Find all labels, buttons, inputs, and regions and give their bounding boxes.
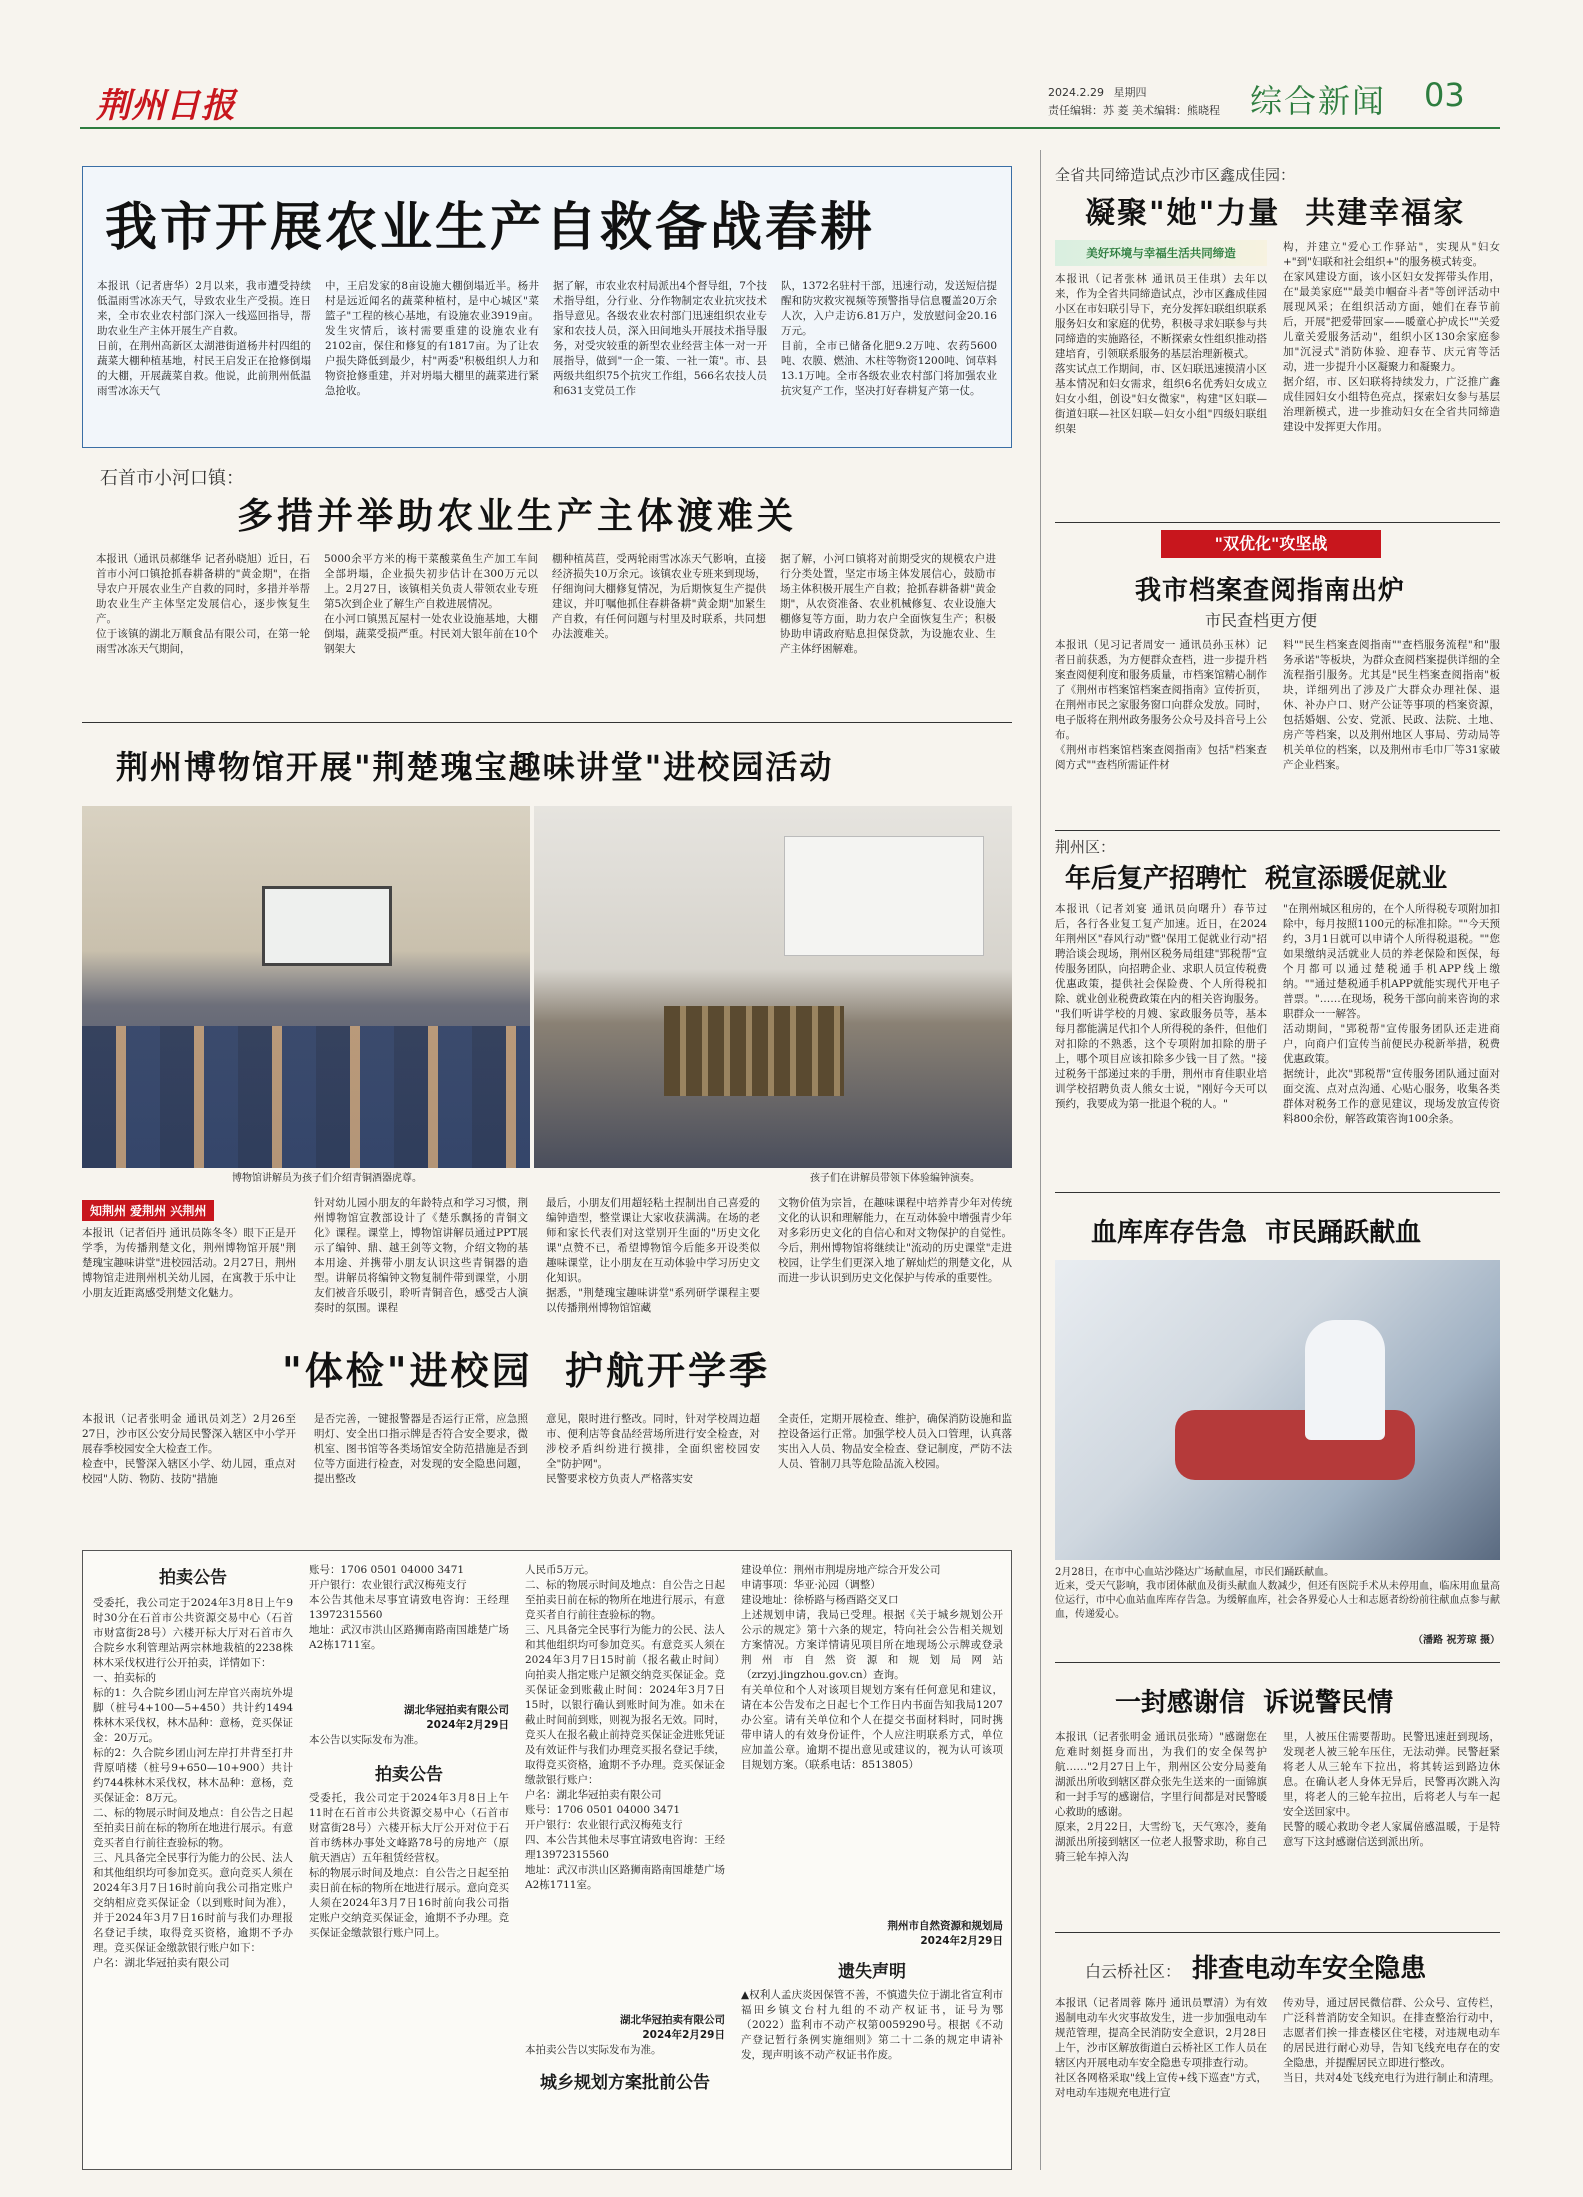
story-column-3: 最后，小朋友们用超轻粘土捏制出自己喜爱的编钟造型，整堂课让大家收获满满。在场的老师和家长代表们对这堂别开生面的"历史文化课"点赞不已，希望博物馆今后能多开设类似趣味课堂，让小朋友在互动体验中学习历史文化知识。 据悉，"荆楚瑰宝趣味讲堂"系列研学课程主要以传播荆州博物馆馆藏 [546, 1197, 760, 1314]
story-thank-letter [1055, 1668, 1500, 1928]
story-column-1: 本报讯（通讯员郝继华 记者孙晓旭）近日，石首市小河口镇抢抓春耕备耕的"黄金期"，在指导农户开展农业生产自救的同时，多措并举帮助农业生产主体坚定发展信心，逐步恢复生产。 位于该镇的湖北万顺食品有限公司，在第一轮雨雪冰冻天气期间， [96, 553, 310, 655]
story-column-2: 料""民生档案查阅指南""查档服务流程"和"服务承诺"等板块，为群众查阅档案提供详细的全流程指引服务。尤其是"民生档案查阅指南"板块，详细列出了涉及广大群众办理社保、退休、补办户口、财产公证等事项的档案资源，包括婚姻、公安、党派、民政、法院、土地、房产等档案，以及荆州地区人事局、劳动局等机关单位的档案，以及荆州市毛巾厂等31家破产企业档案。 [1283, 639, 1500, 771]
newspaper-logo: 荆州日报 [96, 86, 236, 126]
notice-col-2 [309, 1563, 509, 2163]
notice-text: ▲权利人孟庆炎因保管不善，不慎遗失位于湖北省宣利市福田乡镇文台村九组的不动产权证书，证号为鄂（2022）监利市不动产权第0059290号。根据《不动产登记暂行条例实施细则》第二十二条的规定申请补发，现声明该不动产权证书作废。 [741, 1989, 1003, 2061]
headline: 年后复产招聘忙 税宣添暖促就业 [1065, 864, 1448, 894]
story-column-4: 据了解，小河口镇将对前期受灾的规模农户进行分类处置，坚定市场主体发展信心，鼓励市场主体积极开展生产自救；抢抓春耕备耕"黄金期"，从农资准备、农业机械修复、农业设施大棚修复等方面，助力农户全面恢复生产；积极协助申请政府贴息担保贷款，为设施农业、生产主体纾困解难。 [780, 553, 996, 655]
story-column-4: 队，1372名驻村干部，迅速行动，发送短信提醒和防灾救灾视频等预警指导信息覆盖20万余人次，入户走访6.81万户，发放慰问金20.16万元。 目前，全市已储备化肥9.2万吨、农药5600吨、农膜、燃油、木柱等物资1200吨、饲草料13.1万吨。全市各级农业农村部门将加强农业抗灾复产工作，坚决打好春耕复产第一仗。 [781, 280, 997, 397]
story-archive-guide [1055, 530, 1500, 830]
photo-credit: （潘路 祝芳琼 摄） [1413, 1635, 1500, 1646]
notice-title: 拍卖公告 [159, 1568, 227, 1588]
headline: 荆州博物馆开展"荆楚瑰宝趣味讲堂"进校园活动 [116, 748, 834, 786]
divider [1055, 522, 1500, 523]
vertical-divider [1040, 150, 1041, 2170]
notice-signature: 湖北华冠拍卖有限公司 2024年2月29日 [404, 1704, 509, 1731]
story-xiaohekou [82, 460, 1012, 700]
projector-screen-shape [262, 886, 392, 966]
headline: 多措并举助农业生产主体渡难关 [237, 496, 798, 537]
story-column-2: 是否完善，一键报警器是否运行正常，应急照明灯、安全出口指示牌是否符合安全要求，微机室、图书馆等各类场馆安全防范措施是否到位等方面进行检查，对发现的安全隐患问题，提出整改 [314, 1413, 528, 1485]
headline: 血库库存告急 市民踊跃献血 [1091, 1218, 1422, 1248]
photo-caption: 2月28日，在市中心血站沙隆达广场献血屋，市民们踊跃献血。 近来，受天气影响，我市团体献血及街头献血人数减少，但还有医院手术从未停用血，临床用血量高位运行，市中心血站血库库存告急。为缓解血库，社会各界爱心人士和志愿者纷纷前往献血点参与献血，传递爱心。 [1055, 1567, 1500, 1620]
notice-col-4 [741, 1563, 1003, 2163]
divider [1055, 1192, 1500, 1193]
headline: 一封感谢信 诉说警民情 [1115, 1688, 1394, 1718]
headline-row [1085, 1948, 1426, 1985]
story-column-2: 传劝导，通过居民微信群、公众号、宣传栏，广泛科普消防安全知识。在排查整治行动中，志愿者们挨一排查楼区住宅楼，对违规电动车的居民进行耐心劝导，告知飞线充电存在的安全隐患，并提醒居民立即进行整改。 当日，共对4处飞线充电行为进行制止和清理。 [1283, 1997, 1500, 2084]
divider [1055, 830, 1500, 831]
story-column-3: 棚种植莴苣，受两轮雨雪冰冻天气影响，直接经济损失10万余元。该镇农业专班来到现场，仔细询问大棚修复情况，为后期恢复生产提供建议，并叮嘱他抓住春耕备耕"黄金期"加紧生产自救，有任何问题与村里及时联系，共同想办法渡难关。 [552, 553, 766, 640]
story-column-3: 据了解，市农业农村局派出4个督导组，7个技术指导组，分行业、分作物制定农业抗灾技术指导意见。各级农业农村部门迅速组织农业专家和农技人员，深入田间地头开展技术指导服务，对受灾较重的新型农业经营主体一对一开展指导，做到"一企一策、一社一策"。市、县两级共组织75个抗灾工作组，566名农技人员和631支党员工作 [553, 280, 767, 397]
section-name: 综合新闻 [1250, 82, 1387, 120]
editor-credits: 责任编辑：苏 菱 美术编辑：熊晓程 [1048, 104, 1220, 117]
headline: 我市档案查阅指南出炉 [1135, 576, 1406, 606]
notice-text: 建设单位：荆州市荆堤房地产综合开发公司 申请事项：华亚·沁园（调整） 建设地址：徐桥路与杨酉路交叉口 上述规划申请，我局已受理。根据《关于城乡规划公开公示的规定》第十六条的规定，特向社会公告相关规划方案情况。方案详情请见项目所在地现场公示牌或登录荆州市自然资源和规划局网站（zrzyj.jingzhou.gov.cn）查询。 有关单位和个人对该项目规划方案有任何意见和建议，请在本公告发布之日起七个工作日内书面告知我局1207办公室。请有关单位和个人在提交书面材料时，同时携带申请人的有效身份证件，个人应注明联系方式，单位应加盖公章。逾期不提出意见或建议的，视为认可该项目规划方案。（联系电话：8513805） [741, 1564, 1003, 1771]
headline: 凝聚"她"力量 共建幸福家 [1085, 196, 1466, 231]
issue-date [1048, 84, 1146, 100]
page-number: 03 [1424, 76, 1465, 114]
section-tag: 知荆州 爱荆州 兴荆州 [82, 1200, 214, 1221]
notice-signature: 湖北华冠拍卖有限公司 2024年2月29日 [620, 2014, 725, 2041]
notices-box [82, 1550, 1012, 2170]
story-column-1: 本报讯（记者张林 通讯员王佳琪）去年以来，作为全省共同缔造试点，沙市区鑫成佳园小区在市妇联引导下，充分发挥妇联组织联系服务妇女和家庭的优势，积极寻求妇联参与共同缔造的实施路径，不断探索女性组织推动搭建培育，引领联系服务的基层治理新模式。 落实试点工作期间，市、区妇联迅速摸清小区基本情况和妇女需求，组织6名优秀妇女成立妇女小组，创设"妇女微家"，构建"区妇联—街道妇联—社区妇联—妇女小组"四级妇联组织架 [1055, 273, 1267, 435]
headline: "体检"进校园 护航开学季 [282, 1349, 771, 1393]
kicker: 石首市小河口镇： [100, 468, 244, 489]
story-column-1: 本报讯（记者张明金 通讯员张琦）"感谢您在危难时刻挺身而出，为我们的安全保驾护航……"2月27日上午，荆州区公安分局菱角湖派出所收到辖区群众张先生送来的一面锦旗和一封手写的感谢信，字里行间都是对民警暖心救助的感谢。 原来，2月22日，大雪纷飞，天气寒冷，菱角湖派出所接到辖区一位老人报警求助，称自己骑三轮车掉入沟 [1055, 1731, 1267, 1863]
kicker: 全省共同缔造试点沙市区鑫成佳园： [1055, 166, 1296, 184]
photo-classroom [82, 806, 530, 1168]
notice-title: 城乡规划方案批前公告 [540, 2073, 710, 2093]
kicker: 荆州区： [1055, 838, 1116, 856]
divider [1055, 1932, 1500, 1933]
story-agri-selfhelp [82, 166, 1012, 448]
story-column-1: 本报讯（记者周蓉 陈丹 通讯员覃清）为有效遏制电动车火灾事故发生，进一步加强电动车规范管理，提高全民消防安全意识，2月28日上午，沙市区解放街道白云桥社区工作人员在辖区内开展电动车安全隐患专项排查行动。 社区各网格采取"线上宣传+线下巡查"方式，对电动车违规充电进行宣 [1055, 1997, 1267, 2099]
notice-signature: 荆州市自然资源和规划局 2024年2月29日 [887, 1920, 1003, 1947]
date-text: 2024.2.29 [1048, 86, 1104, 99]
photo-bianzhong [534, 806, 1012, 1168]
headline: 排查电动车安全隐患 [1192, 1954, 1427, 1984]
photo-caption-2: 孩子们在讲解员带领下体验编钟演奏。 [810, 1173, 980, 1184]
story-school-check [82, 1330, 1012, 1540]
story-blood-donation [1055, 1198, 1500, 1658]
campaign-banner: 美好环境与幸福生活共同缔造 [1055, 240, 1267, 266]
display-board-shape [784, 836, 984, 956]
masthead [0, 0, 1583, 140]
notice-note: 本公告以实际发布为准。 [309, 1734, 425, 1746]
story-ebike-safety [1055, 1938, 1500, 2168]
story-column-3: 意见，限时进行整改。同时，针对学校周边超市、便利店等食品经营场所进行安全检查，对涉校矛盾纠纷进行摸排，全面织密校园安全"防护网"。 民警要求校方负责人严格落实安 [546, 1413, 760, 1485]
section-tag: "双优化"攻坚战 [1161, 530, 1381, 558]
story-column-1: 本报讯（见习记者周安一 通讯员孙玉林）记者日前获悉，为方便群众查档，进一步提升档案查阅便利度和服务质量，市档案馆精心制作了《荆州市档案馆档案查阅指南》宣传折页，在荆州市民之家服务窗口向群众发放。同时，电子版将在荆州政务服务公众号及抖音号上公布。 《荆州市档案馆档案查阅指南》包括"档案查阅方式""查档所需证件材 [1055, 639, 1267, 771]
notice-title: 拍卖公告 [375, 1765, 443, 1785]
story-column-2: 针对幼儿园小朋友的年龄特点和学习习惯，荆州博物馆宣教部设计了《楚乐飘扬的青铜文化》课程。课堂上，博物馆讲解员通过PPT展示了编钟、鼎、越王剑等文物，介绍文物的基本用途、并携带小朋友认识这些青铜器的造型。讲解员将编钟文物复制件带到课堂，小朋友们被音乐吸引，聆听青铜音色，感受古人演奏时的氛围。课程 [314, 1197, 528, 1314]
subtitle: 市民查档更方便 [1205, 611, 1318, 630]
story-column-2: 中，王启发家的8亩设施大棚倒塌近半。杨井村是远近闻名的蔬菜种植村，是中心城区"菜篮子"工程的核心基地，有设施农业3919亩。发生灾情后，该村需要重建的设施农业有2102亩，保住和修复的有1817亩。为了让农户损失降低到最少，村"两委"积极组织人力和物资抢修重建，并对坍塌大棚里的蔬菜进行紧急抢收。 [325, 280, 539, 397]
notice-text: 受委托，我公司定于2024年3月8日上午9时30分在石首市公共资源交易中心（石首市财富街28号）六楼开标大厅对石首市久合院乡水利管理站两宗林地栽植的2238株林木采伐权进行公开拍卖，详情如下： 一、拍卖标的 标的1：久合院乡团山河左岸官兴南坑外堤脚（桩号4+100—5+450）共计约1494株林木采伐权，林木品种：意杨，竞买保证金：20万元。 标的2：久合院乡团山河左岸打井背至打井背原哨楼（桩号9+650—10+900）共计约744株林木采伐权，林木品种：意杨，竞买保证金：8万元。 二、标的物展示时间及地点：自公告之日起至拍卖日前在标的物所在地进行展示。有意竞买者自行前往查验标的物。 三、凡具备完全民事行为能力的公民、法人和其他组织均可参加竞买。意向竞买人须在2024年3月7日16时前向我公司指定账户交纳相应竞买保证金（以到账时间为准），并于2024年3月7日16时前与我们办理报名登记手续，取得竞买资格，逾期不予办理。竞买保证金缴款银行账户如下： 户名：湖北华冠拍卖有限公司 [93, 1597, 293, 1969]
notice-text: 人民币5万元。 二、标的物展示时间及地点：自公告之日起至拍卖日前在标的物所在地进行展示，有意竞买者自行前往查验标的物。 三、凡具备完全民事行为能力的公民、法人和其他组织均可参加竞买。有意竞买人须在2024年3月7日15时前（报名截止时间）向拍卖人指定账户足额交纳竞买保证金。竞买保证金到账截止时间：2024年3月7日15时，以银行确认到账时间为准。如未在截止时间前到账，则视为报名无效。同时，竞买人在报名截止前持竞买保证金进账凭证及有效证件与我们办理竞买报名登记手续，取得竞买资格，逾期不予办理。竞买保证金缴款银行账户： 户名：湖北华冠拍卖有限公司 账号：1706 0501 04000 3471 开户银行：农业银行武汉梅苑支行 四、本公告其他未尽事宜请致电咨询：王经理13972315560 地址：武汉市洪山区路狮南路南国雄楚广场A2栋1711室。 [525, 1564, 725, 1891]
story-column-2: 构，并建立"爱心工作驿站"，实现从"妇女+"到"妇联和社会组织+"的服务模式转变。 在家风建设方面，该小区妇女发挥带头作用，在"最美家庭""最美巾帼奋斗者"等创评活动中展现风采；在组织活动方面，她们在春节前后，开展"把爱带回家——暖童心护成长""关爱儿童关爱服务活动"，组织小区130余家庭参加"沉浸式"消防体验、迎春节、庆元宵等活动，进一步提升小区凝聚力和凝聚力。 据介绍，市、区妇联将持续发力，广泛推广鑫成佳园妇女小组特色亮点，探索妇女参与基层治理新模式，进一步推动妇女在全省共同缔造建设中发挥更大作用。 [1283, 241, 1500, 433]
story-column-2: "在荆州城区租房的，在个人所得税专项附加扣除中，每月按照1100元的标准扣除。""今天预约，3月1日就可以申请个人所得税退税。""您如果缴纳灵活就业人员的养老保险和医保，每个月都可以通过楚税通手机APP线上缴纳。""通过楚税通手机APP就能实现代开电子普票。"……在现场，税务干部向前来咨询的求职群众一一解答。 活动期间，"郢税帮"宣传服务团队还走进商户，向商户们宣传当前便民办税新举措，税费优惠政策。 据统计，此次"郢税帮"宣传服务团队通过面对面交流、点对点沟通、心贴心服务，收集各类群体对税务工作的意见建议，现场发放宣传资料800余份，解答政策咨询100余条。 [1283, 903, 1500, 1125]
divider [1055, 1662, 1500, 1663]
story-column-1: 本报讯（记者佰丹 通讯员陈冬冬）眼下正是开学季，为传播荆楚文化，荆州博物馆开展"荆楚瑰宝趣味讲堂"进校园活动。2月27日，荆州博物馆走进荆州机关幼儿园，在寓教于乐中让小朋友近距离感受荆楚文化魅力。 [82, 1227, 296, 1299]
story-column-4: 文物价值为宗旨，在趣味课程中培养青少年对传统文化的认识和理解能力，在互动体验中增强青少年对多彩历史文化的自信心和对文物保护的自觉性。今后，荆州博物馆将继续让"流动的历史课堂"走进校园，让学生们更深入地了解灿烂的荆楚文化，从而进一步认识到历史文化保护与传承的重要性。 [778, 1197, 1012, 1284]
story-museum [82, 730, 1012, 1320]
notice-note: 本拍卖公告以实际发布为准。 [525, 2044, 662, 2056]
photo-caption-1: 博物馆讲解员为孩子们介绍青铜酒器虎尊。 [232, 1173, 422, 1184]
headline: 我市开展农业生产自救备战春耕 [105, 198, 876, 258]
story-column-1: 本报讯（记者唐华）2月以来，我市遭受持续低温雨雪冰冻天气，导致农业生产受损。连日来，全市农业农村部门深入一线巡回指导，帮助农业生产主体开展生产自救。 日前，在荆州高新区太湖港街道杨井村四组的蔬菜大棚种植基地，村民王启发正在抢修倒塌的大棚，开展蔬菜自救。他说，此前荆州低温雨雪冰冻天气 [97, 280, 311, 397]
story-column-4: 全责任，定期开展检查、维护，确保消防设施和监控设备运行正常。加强学校人员入口管理，认真落实出入人员、物品安全检查、登记制度，严防不法人员、管制刀具等危险品流入校园。 [778, 1413, 1012, 1470]
notice-text: 受委托，我公司定于2024年3月8日上午11时在石首市公共资源交易中心（石首市财富街28号）六楼开标大厅公开对位于石首市绣林办事处文峰路78号的房地产（原航天酒店）五年租赁经营权。 标的物展示时间及地点：自公告之日起至拍卖日前在标的物所在地进行展示。意向竞买人须在2024年3月7日16时前向我公司指定账户交纳竞买保证金，逾期不予办理。竞买保证金缴款银行账户同上。 [309, 1792, 509, 1939]
nurse-shape [1305, 1320, 1385, 1440]
story-women-power [1055, 160, 1500, 520]
masthead-rule [80, 127, 1500, 129]
story-column-1: 本报讯（记者张明金 通讯员刘芝）2月26至27日，沙市区公安分局民警深入辖区中小学开展春季校园安全大检查工作。 检查中，民警深入辖区小学、幼儿园，重点对校园"人防、物防、技防"措施 [82, 1413, 296, 1485]
notice-title: 遗失声明 [838, 1962, 906, 1982]
divider [82, 722, 1012, 723]
notice-col-3 [525, 1563, 725, 2163]
story-column-2: 5000余平方米的梅干菜酸菜鱼生产加工车间全部坍塌，企业损失初步估计在300万元以上。2月27日，该镇相关负责人带领农业专班第5次到企业了解生产自救进展情况。 在小河口镇黑瓦屋村一处农业设施基地，大棚倒塌，蔬菜受损严重。村民刘大银年前在10个钢架大 [324, 553, 538, 655]
kicker: 白云桥社区： [1085, 1962, 1182, 1981]
bells-shape [664, 1006, 844, 1096]
story-column-2: 里，人被压住需要帮助。民警迅速赶到现场，发现老人被三轮车压住，无法动弹。民警赶紧将老人从三轮车下拉出，将其转运到路边休息。在确认老人身体无异后，民警再次跳入沟里，将老人的三轮车拉出，后将老人与车一起安全送回家中。 民警的暖心救助令老人家属倍感温暖，于是特意写下这封感谢信送到派出所。 [1283, 1731, 1500, 1848]
photo-blood-donation [1055, 1260, 1500, 1560]
story-column-1: 本报讯（记者刘宴 通讯员向曙升）春节过后，各行各业复工复产加速。近日，在2024年荆州区"春风行动"暨"保用工促就业行动"招聘洽谈会现场，荆州区税务局组建"郢税帮"宣传服务团队，向招聘企业、求职人员宣传税费优惠政策，提供社会保险费、个人所得税扣除、就业创业税费政策在内的相关咨询服务。 "我们听讲学校的月嫂、家政服务员等，基本每月都能满足代扣个人所得税的条件，但他们对扣除的不熟悉，这个专项附加扣除的册子上，哪个项目应该扣除多少钱一目了然。"接过税务干部递过来的手册，荆州市育佳职业培训学校招聘负责人熊女士说，"刚好今天可以预约，我要成为第一批退个税的人。" [1055, 903, 1267, 1110]
notice-text: 账号：1706 0501 04000 3471 开户银行：农业银行武汉梅苑支行 本公告其他未尽事宜请致电咨询：王经理13972315560 地址：武汉市洪山区路狮南路南国雄楚广场A2栋1711室。 [309, 1564, 509, 1651]
weekday-text: 星期四 [1113, 86, 1147, 99]
story-tax-jobs [1055, 836, 1500, 1186]
notice-col-1 [93, 1563, 293, 2163]
children-shape [82, 1026, 530, 1168]
